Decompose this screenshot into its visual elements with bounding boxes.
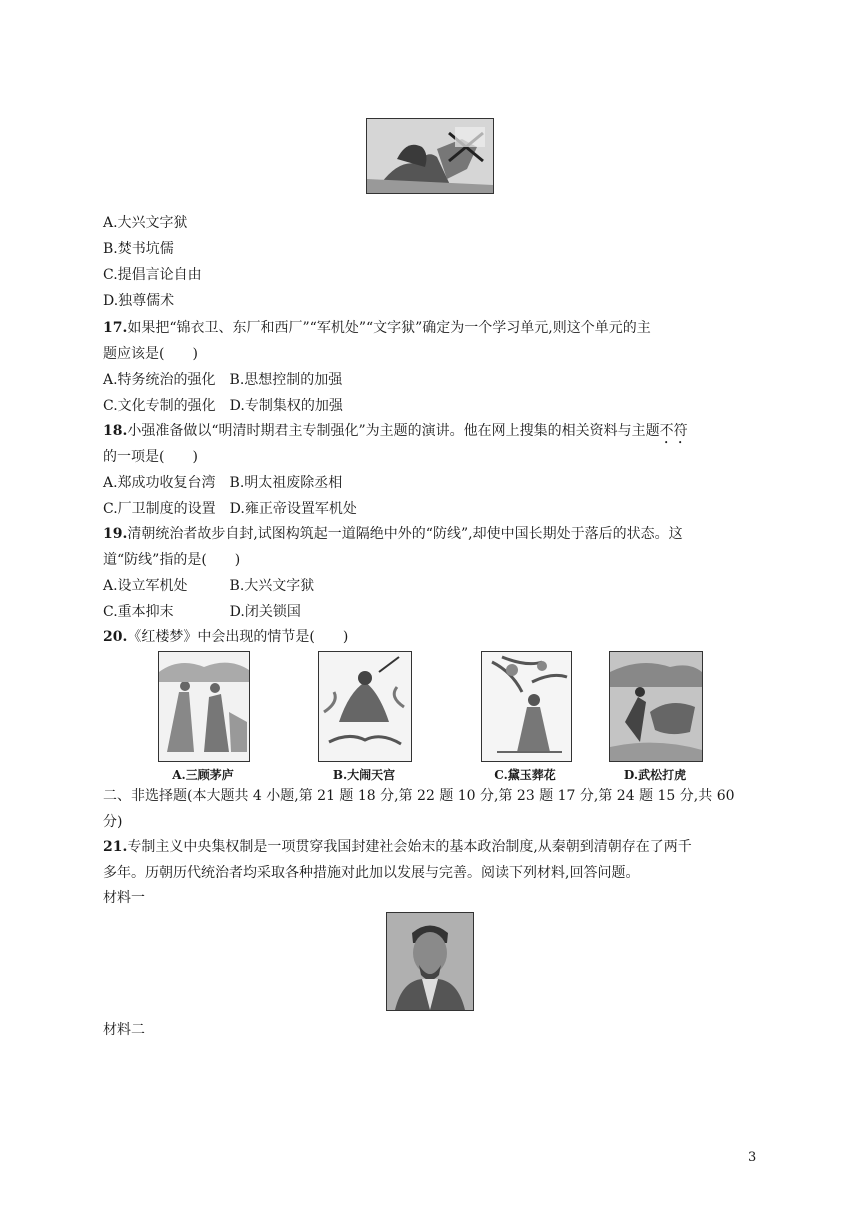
q21-stem-text: 专制主义中央集权制是一项贯穿我国封建社会始末的基本政治制度,从秦朝到清朝存在了两千	[127, 839, 692, 855]
q19-options-line2: C.重本抑末 D.闭关锁国	[103, 604, 301, 620]
section2-heading-line1: 二、非选择题(本大题共 4 小题,第 21 题 18 分,第 22 题 10 分,第 23 题 17 分,第 24 题 15 分,共 60	[103, 788, 735, 804]
q21-portrait-art	[387, 913, 473, 1010]
q20-caption-b: B.大闹天宫	[332, 768, 396, 782]
q18-options-line2: C.厂卫制度的设置 D.雍正帝设置军机处	[103, 501, 357, 517]
q19-number: 19.	[103, 526, 128, 542]
q20-picture-c	[481, 651, 572, 762]
q21-material1-label: 材料一	[103, 890, 145, 906]
q20-picture-d-art	[610, 652, 702, 761]
q20-picture-b	[318, 651, 412, 762]
q20-caption-c: C.黛玉葬花	[494, 768, 556, 782]
q20-caption-d: D.武松打虎	[623, 768, 687, 782]
page-number: 3	[748, 1150, 757, 1165]
q17-stem-line2: 题应该是( )	[103, 346, 198, 362]
q20-stem-text: 《红楼梦》中会出现的情节是( )	[127, 629, 349, 645]
q17-number: 17.	[103, 320, 128, 336]
q16-option-c: C.提倡言论自由	[103, 267, 202, 283]
q16-option-b: B.焚书坑儒	[103, 241, 174, 257]
q20-picture-a	[158, 651, 250, 762]
q20-picture-a-art	[159, 652, 249, 761]
q20-number: 20.	[103, 629, 128, 645]
q20-picture-d	[609, 651, 703, 762]
q16-illustration	[366, 118, 494, 194]
q21-number: 21.	[103, 839, 128, 855]
q18-stem-text: 小强准备做以“明清时期君主专制强化”为主题的演讲。他在网上搜集的相关资料与主题	[127, 423, 660, 439]
q21-material1-portrait	[386, 912, 474, 1011]
q20-picture-c-art	[482, 652, 571, 761]
q21-material2-label: 材料二	[103, 1022, 145, 1038]
q16-option-d: D.独尊儒术	[103, 293, 175, 309]
q16-option-a: A.大兴文字狱	[103, 215, 188, 231]
q19-options-line1: A.设立军机处 B.大兴文字狱	[103, 578, 315, 594]
q17-options-line2: C.文化专制的强化 D.专制集权的加强	[103, 398, 343, 414]
q18-stem-line1	[103, 422, 688, 447]
q19-stem-line2: 道“防线”指的是( )	[103, 552, 241, 568]
section2-heading-line2: 分)	[103, 814, 123, 830]
q19-stem-text: 清朝统治者故步自封,试图构筑起一道隔绝中外的“防线”,却使中国长期处于落后的状态。这	[127, 526, 683, 542]
q18-number: 18.	[103, 423, 128, 439]
q18-options-line1: A.郑成功收复台湾 B.明太祖废除丞相	[103, 475, 343, 491]
q19-stem-line1	[103, 525, 683, 543]
q18-stem-line2: 的一项是( )	[103, 449, 198, 465]
q20-caption-a: A.三顾茅庐	[172, 768, 234, 782]
q20-picture-b-art	[319, 652, 411, 761]
q21-stem-line2: 多年。历朝历代统治者均采取各种措施对此加以发展与完善。阅读下列材料,回答问题。	[103, 865, 640, 881]
q17-options-line1: A.特务统治的强化 B.思想控制的加强	[103, 372, 343, 388]
q21-stem-line1	[103, 838, 692, 856]
q20-stem	[103, 628, 348, 646]
q18-emphasis-text: 不符	[659, 423, 688, 439]
q16-illustration-art	[367, 119, 493, 193]
q17-stem-text: 如果把“锦衣卫、东厂和西厂”“军机处”“文字狱”确定为一个学习单元,则这个单元的主	[127, 320, 651, 336]
q17-stem-line1	[103, 319, 651, 337]
